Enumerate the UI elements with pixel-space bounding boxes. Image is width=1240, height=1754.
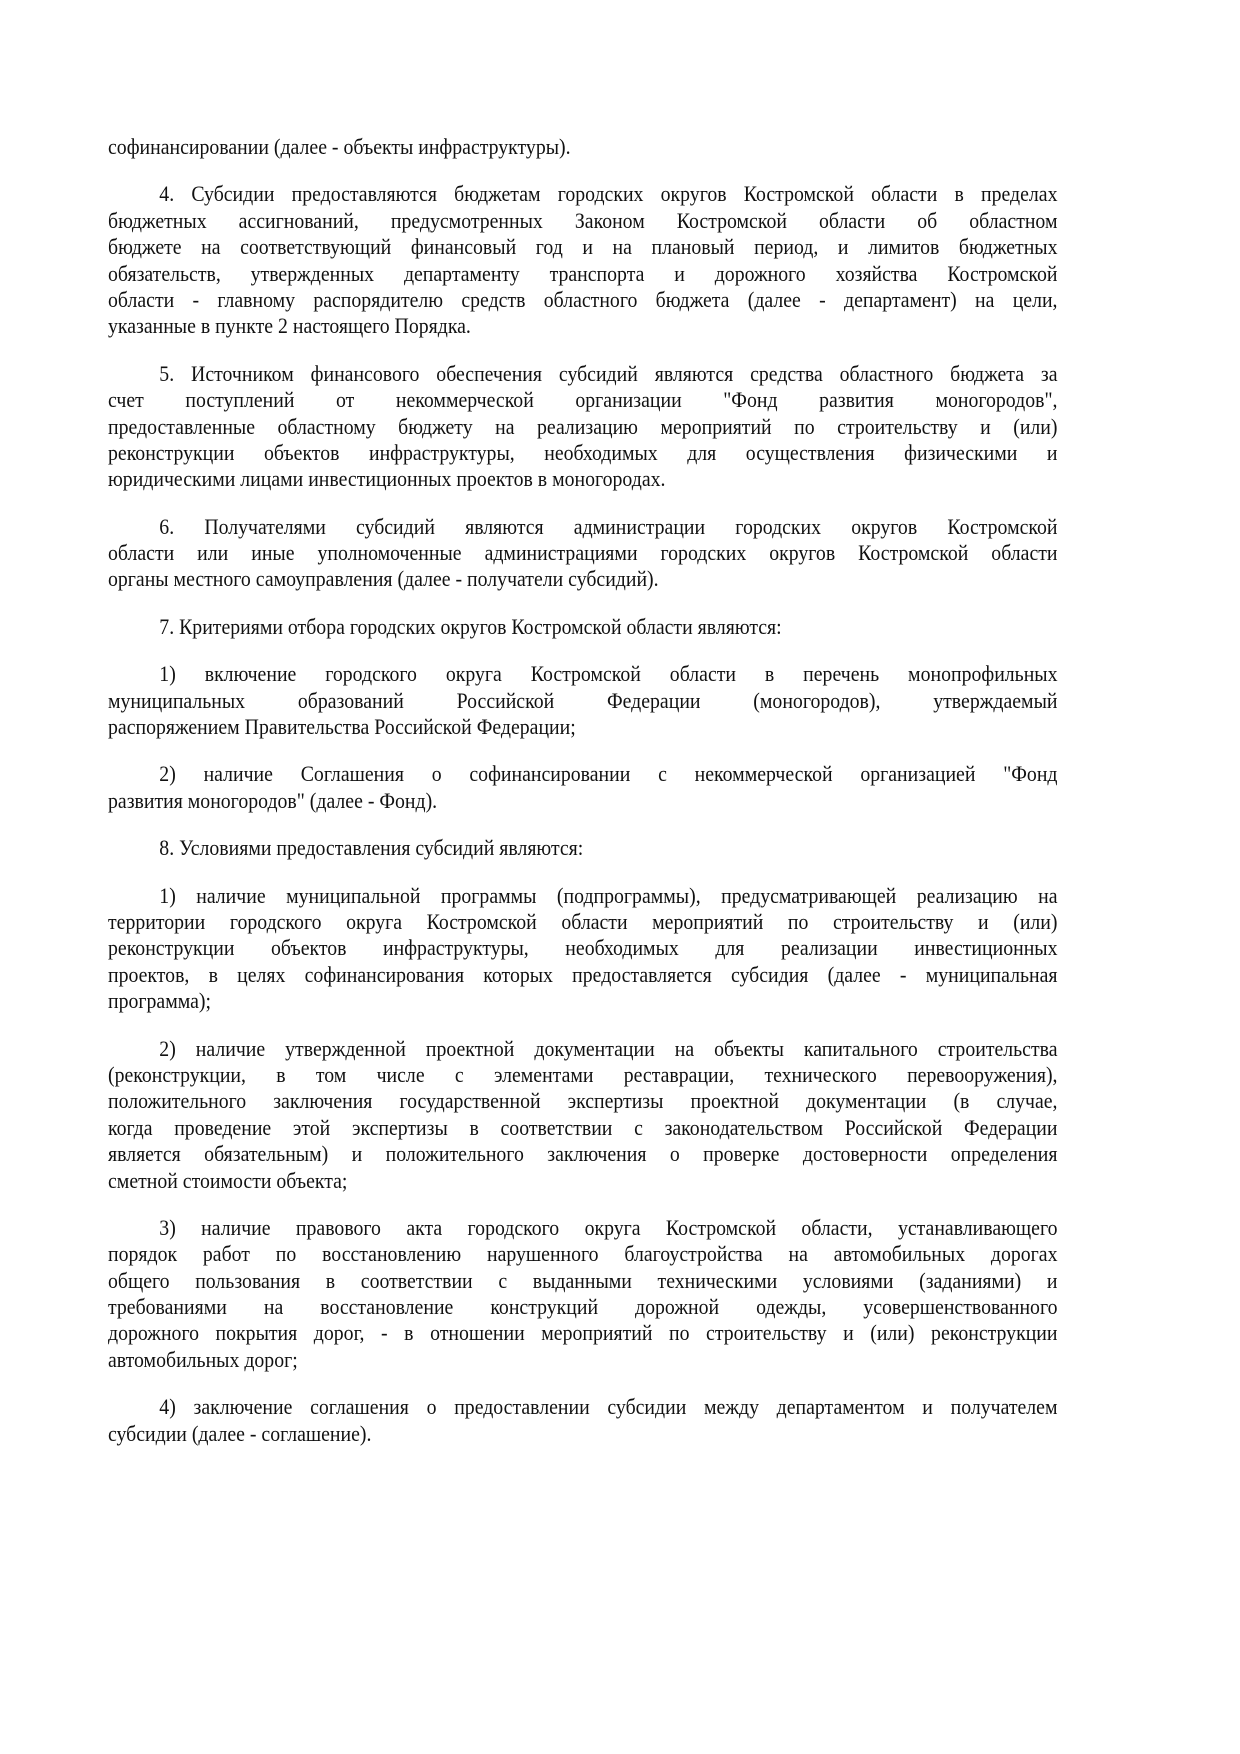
text-line: 1) включение городского округа Костромской области в перечень монопрофильных [159, 661, 1058, 687]
paragraph [108, 835, 1058, 861]
text-line: 6. Получателями субсидий являются администрации городских округов Костромской [159, 513, 1058, 539]
text-line: проектов, в целях софинансирования которых предоставляется субсидия (далее - муниципальная [108, 961, 1058, 987]
paragraph [108, 614, 1058, 640]
text-line: бюджетных ассигнований, предусмотренных Законом Костромской области об областном [108, 207, 1058, 233]
text-line: 4. Субсидии предоставляются бюджетам городских округов Костромской области в пределах [159, 181, 1058, 207]
text-line: области или иные уполномоченные администрациями городских округов Костромской области [108, 540, 1058, 566]
text-line: 2) наличие утвержденной проектной документации на объекты капитального строительства [159, 1035, 1058, 1061]
text-line: 8. Условиями предоставления субсидий являются: [159, 835, 584, 861]
text-line: юридическими лицами инвестиционных проектов в моногородах. [108, 466, 666, 492]
text-line: 2) наличие Соглашения о софинансировании с некоммерческой организацией "Фонд [159, 761, 1058, 787]
paragraph [108, 1215, 1058, 1373]
document-page [108, 134, 1058, 1468]
text-line: реконструкции объектов инфраструктуры, необходимых для реализации инвестиционных [108, 935, 1058, 961]
text-line: когда проведение этой экспертизы в соответствии с законодательством Российской Федерации [108, 1114, 1058, 1140]
text-line: реконструкции объектов инфраструктуры, необходимых для осуществления физическими и [108, 439, 1058, 465]
text-line: 4) заключение соглашения о предоставлении субсидии между департаментом и получателем [159, 1394, 1058, 1420]
text-line: является обязательным) и положительного заключения о проверке достоверности определения [108, 1141, 1058, 1167]
text-line: предоставленные областному бюджету на реализацию мероприятий по строительству и (или) [108, 413, 1058, 439]
text-line: 7. Критериями отбора городских округов Костромской области являются: [159, 613, 782, 639]
text-line: общего пользования в соответствии с выданными техническими условиями (заданиями) и [108, 1267, 1058, 1293]
text-line: 3) наличие правового акта городского округа Костромской области, устанавливающего [159, 1214, 1058, 1240]
text-line: порядок работ по восстановлению нарушенного благоустройства на автомобильных дорогах [108, 1241, 1058, 1267]
text-line: положительного заключения государственной экспертизы проектной документации (в случае, [108, 1088, 1058, 1114]
text-line: дорожного покрытия дорог, - в отношении мероприятий по строительству и (или) реконструкции [108, 1320, 1058, 1346]
text-line: указанные в пункте 2 настоящего Порядка. [108, 313, 471, 339]
paragraph [108, 761, 1058, 814]
text-line: софинансировании (далее - объекты инфраструктуры). [108, 134, 571, 159]
text-line: распоряжением Правительства Российской Федерации; [108, 714, 576, 740]
text-line: субсидии (далее - соглашение). [108, 1420, 372, 1446]
text-line: программа); [108, 988, 212, 1014]
text-line: развития моногородов" (далее - Фонд). [108, 787, 438, 813]
text-line: территории городского округа Костромской области мероприятий по строительству и (или) [108, 908, 1058, 934]
text-line: 5. Источником финансового обеспечения субсидий являются средства областного бюджета за [159, 360, 1058, 386]
text-line: (реконструкции, в том числе с элементами реставрации, технического перевооружения), [108, 1061, 1058, 1087]
paragraph [108, 661, 1058, 740]
paragraph [108, 134, 1058, 160]
paragraph [108, 361, 1058, 493]
paragraph [108, 1394, 1058, 1447]
text-line: автомобильных дорог; [108, 1346, 298, 1372]
text-line: сметной стоимости объекта; [108, 1167, 348, 1193]
paragraph [108, 514, 1058, 593]
text-line: обязательств, утвержденных департаменту транспорта и дорожного хозяйства Костромской [108, 260, 1058, 286]
text-line: счет поступлений от некоммерческой организации "Фонд развития моногородов", [108, 387, 1058, 413]
text-line: требованиями на восстановление конструкций дорожной одежды, усовершенствованного [108, 1294, 1058, 1320]
text-line: органы местного самоуправления (далее - получатели субсидий). [108, 566, 659, 592]
text-line: бюджете на соответствующий финансовый год и на плановый период, и лимитов бюджетных [108, 234, 1058, 260]
paragraph [108, 883, 1058, 1015]
paragraph [108, 1036, 1058, 1194]
text-line: области - главному распорядителю средств областного бюджета (далее - департамент) на цели, [108, 286, 1058, 312]
text-line: 1) наличие муниципальной программы (подпрограммы), предусматривающей реализацию на [159, 882, 1058, 908]
paragraph [108, 181, 1058, 339]
text-line: муниципальных образований Российской Федерации (моногородов), утверждаемый [108, 687, 1058, 713]
